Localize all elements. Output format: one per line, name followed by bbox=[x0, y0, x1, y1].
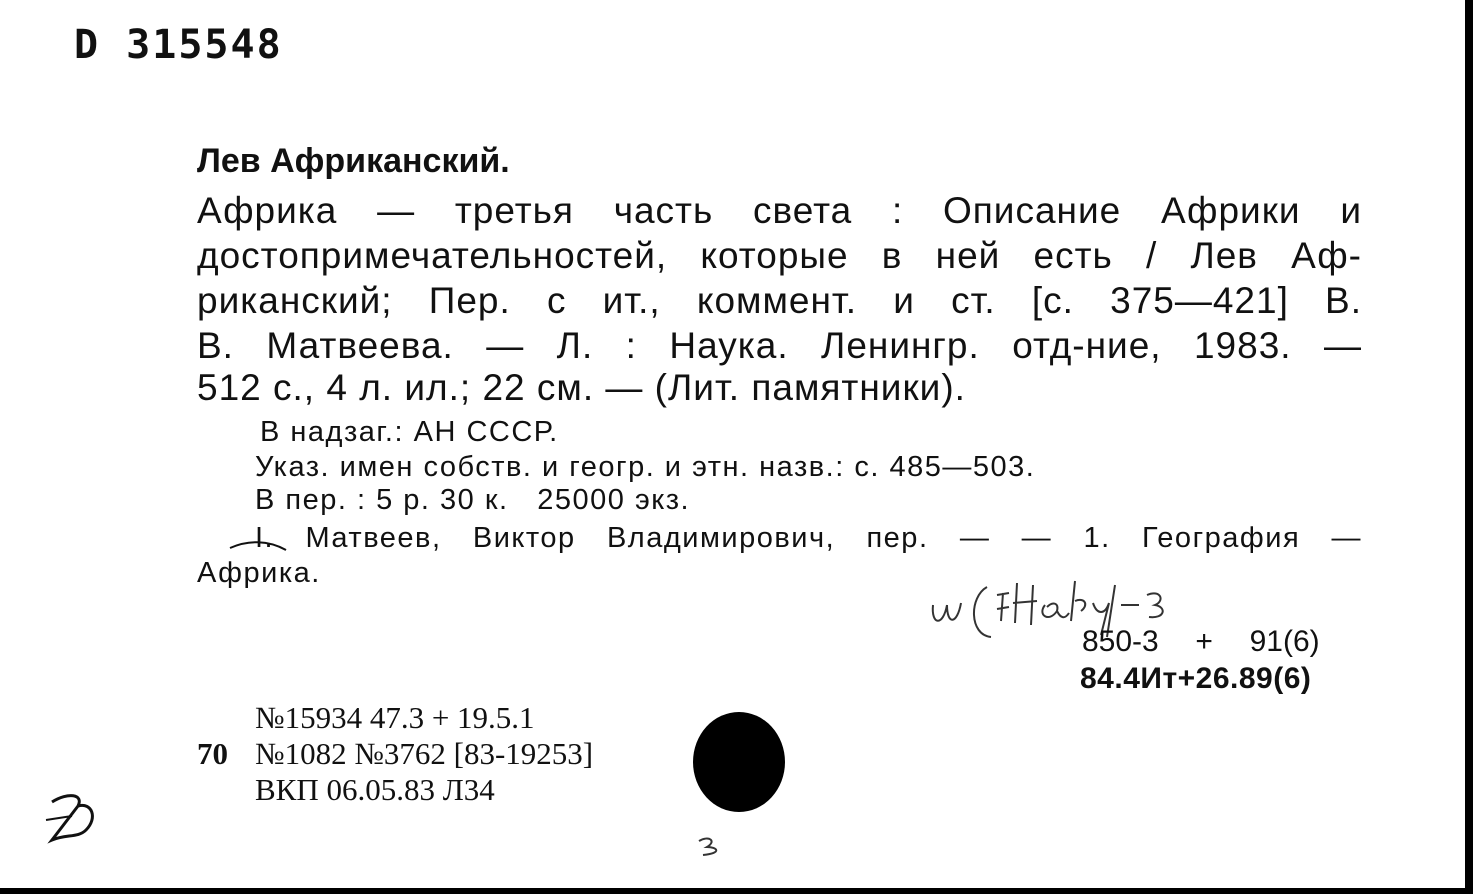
punch-hole bbox=[693, 712, 785, 812]
acquisition-line: №1082 №3762 [83-19253] bbox=[255, 736, 594, 771]
title-line: 512 с., 4 л. ил.; 22 см. — (Лит. памятники). bbox=[197, 367, 966, 408]
call-number: D 315548 bbox=[74, 22, 283, 68]
acquisition-line: №15934 47.3 + 19.5.1 bbox=[255, 700, 535, 735]
note-line: В пер. : 5 р. 30 к. 25000 экз. bbox=[255, 484, 691, 516]
handwritten-initial bbox=[38, 790, 108, 850]
acquisition-line: ВКП 06.05.83 Л34 bbox=[255, 772, 495, 807]
classification-code: 850-3 + 91(6) bbox=[1082, 625, 1320, 658]
note-line: Указ. имен собств. и геогр. и этн. назв.: с. 485—503. bbox=[255, 451, 1036, 483]
note-line: В надзаг.: АН СССР. bbox=[260, 416, 559, 448]
title-line: риканский; Пер. с ит., коммент. и ст. [с. 375—421] В. bbox=[197, 280, 1362, 321]
handwritten-mark bbox=[228, 536, 288, 556]
handwritten-mark bbox=[695, 835, 731, 859]
title-line: достопримечательностей, которые в ней есть / Лев Аф- bbox=[197, 235, 1362, 276]
title-line: Африка — третья часть света : Описание Африки и bbox=[197, 190, 1362, 231]
author-heading: Лев Африканский. bbox=[197, 142, 510, 180]
tracings-line: I. Матвеев, Виктор Владимирович, пер. — — 1. География — bbox=[255, 522, 1362, 554]
classification-code: 84.4Ит+26.89(6) bbox=[1080, 662, 1312, 695]
tracings-line: Африка. bbox=[197, 557, 321, 589]
title-line: В. Матвеева. — Л. : Наука. Ленингр. отд-ние, 1983. — bbox=[197, 325, 1362, 366]
acquisition-prefix: 70 bbox=[197, 736, 228, 771]
